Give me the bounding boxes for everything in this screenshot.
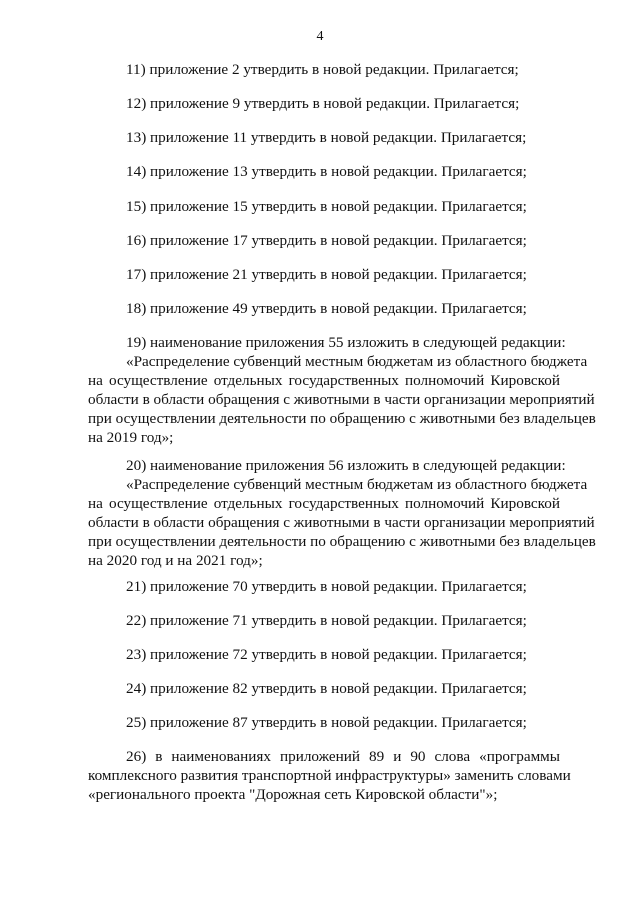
list-item-24: 24) приложение 82 утвердить в новой редакции. Прилагается;: [126, 680, 527, 697]
list-item-14: 14) приложение 13 утвердить в новой редакции. Прилагается;: [126, 163, 527, 180]
item-20-heading: 20) наименование приложения 56 изложить в следующей редакции:: [126, 457, 566, 474]
list-item-13: 13) приложение 11 утвердить в новой редакции. Прилагается;: [126, 129, 527, 146]
list-item-15: 15) приложение 15 утвердить в новой редакции. Прилагается;: [126, 198, 527, 215]
item-19-line: «Распределение субвенций местным бюджетам из областного бюджета: [126, 353, 588, 370]
list-item-17: 17) приложение 21 утвердить в новой редакции. Прилагается;: [126, 266, 527, 283]
item-19-line: области в области обращения с животными в части организации мероприятий: [88, 391, 595, 408]
item-26-line: 26) в наименованиях приложений 89 и 90 слова «программы: [126, 748, 560, 765]
item-26-line: «регионального проекта "Дорожная сеть Кировской области"»;: [88, 786, 498, 803]
list-item-18: 18) приложение 49 утвердить в новой редакции. Прилагается;: [126, 300, 527, 317]
list-item-26: [88, 747, 571, 804]
list-item-12: 12) приложение 9 утвердить в новой редакции. Прилагается;: [126, 95, 520, 112]
item-20-line: «Распределение субвенций местным бюджетам из областного бюджета: [126, 476, 588, 493]
item-20-line: области в области обращения с животными в части организации мероприятий: [88, 514, 595, 531]
page-number: 4: [316, 29, 324, 44]
list-item-23: 23) приложение 72 утвердить в новой редакции. Прилагается;: [126, 646, 527, 663]
list-item-21: 21) приложение 70 утвердить в новой редакции. Прилагается;: [126, 578, 527, 595]
item-19-heading: 19) наименование приложения 55 изложить в следующей редакции:: [126, 334, 566, 351]
item-19-line: на осуществление отдельных государственных полномочий Кировской: [88, 372, 560, 389]
list-item-11: 11) приложение 2 утвердить в новой редакции. Прилагается;: [126, 61, 519, 78]
list-item-25: 25) приложение 87 утвердить в новой редакции. Прилагается;: [126, 714, 527, 731]
item-20-line: на 2020 год и на 2021 год»;: [88, 552, 263, 569]
list-item-19: [88, 333, 596, 447]
item-19-line: при осуществлении деятельности по обращению с животными без владельцев: [88, 410, 596, 427]
list-item-20: [88, 456, 596, 570]
list-item-22: 22) приложение 71 утвердить в новой редакции. Прилагается;: [126, 612, 527, 629]
item-19-line: на 2019 год»;: [88, 429, 174, 446]
item-20-line: при осуществлении деятельности по обращению с животными без владельцев: [88, 533, 596, 550]
item-20-line: на осуществление отдельных государственных полномочий Кировской: [88, 495, 560, 512]
item-26-line: комплексного развития транспортной инфраструктуры» заменить словами: [88, 767, 571, 784]
list-item-16: 16) приложение 17 утвердить в новой редакции. Прилагается;: [126, 232, 527, 249]
